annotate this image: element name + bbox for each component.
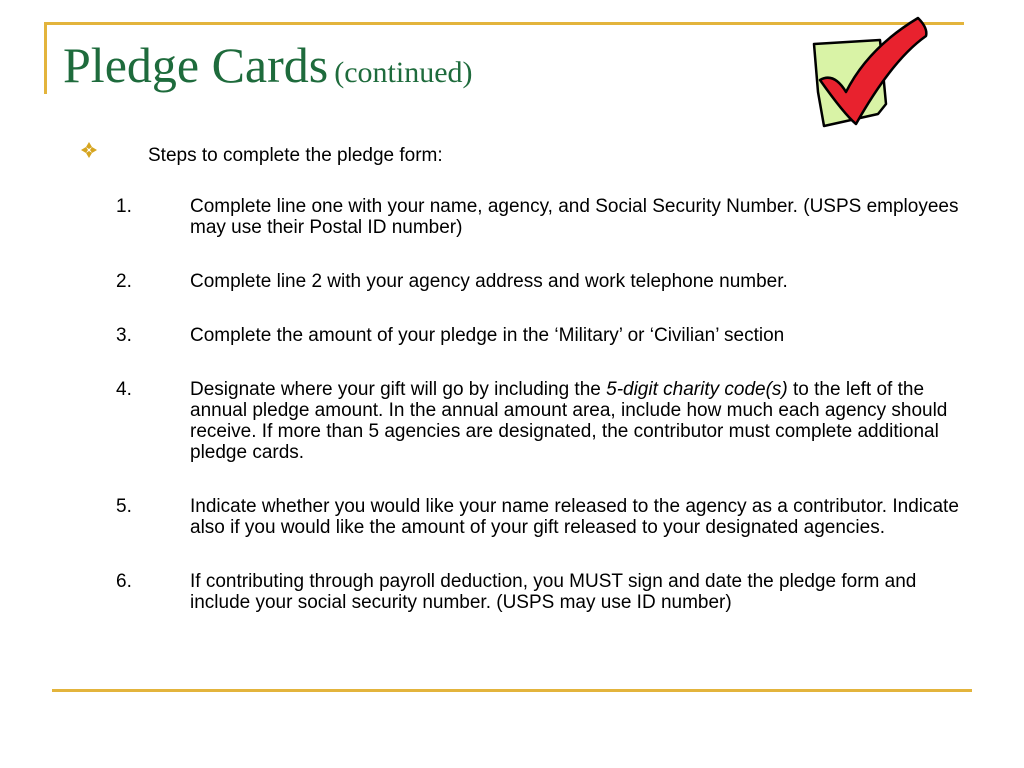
step-number: 4.: [116, 379, 132, 400]
step-item: [116, 271, 986, 292]
step-text: Complete line 2 with your agency address and work telephone number.: [190, 271, 788, 292]
step-item: [116, 379, 986, 463]
step-text: Complete the amount of your pledge in the ‘Military’ or ‘Civilian’ section: [190, 325, 785, 346]
charity-code-emphasis: 5-digit charity code(s): [606, 379, 788, 400]
step-number: 5.: [116, 496, 132, 517]
step-text-after: to the left of the annual pledge amount. In the annual amount area, include how much each agency should receive. If more than 5 agencies are designated, the contributor must complete additional pledge cards.: [190, 379, 948, 463]
step-text: Complete line one with your name, agency, and Social Security Number. (USPS employees may use their Postal ID number): [190, 196, 959, 238]
step-number: 3.: [116, 325, 132, 346]
steps-list: [116, 196, 986, 613]
step-number: 2.: [116, 271, 132, 292]
step-text: [190, 379, 980, 463]
step-text: Indicate whether you would like your name released to the agency as a contributor. Indicate also if you would like the amount of your gift released to your designated agencies.: [190, 496, 959, 538]
diamond-bullet-icon: [80, 141, 98, 159]
checkmark-icon: [806, 14, 932, 132]
step-text: If contributing through payroll deduction, you MUST sign and date the pledge form and include your social security number. (USPS may use ID number): [190, 571, 917, 613]
step-number: 1.: [116, 196, 132, 217]
bottom-rule: [52, 689, 972, 692]
slide-title: [63, 37, 473, 93]
step-item: [116, 571, 986, 613]
step-item: [116, 196, 986, 238]
step-item: [116, 496, 986, 538]
left-rule: [44, 22, 47, 94]
step-number: 6.: [116, 571, 132, 592]
step-item: [116, 325, 986, 346]
title-main: Pledge Cards: [63, 37, 329, 93]
step-text-before: Designate where your gift will go by including the: [190, 379, 607, 400]
title-sub: (continued): [334, 56, 473, 89]
bullet-text: Steps to complete the pledge form:: [148, 145, 443, 166]
